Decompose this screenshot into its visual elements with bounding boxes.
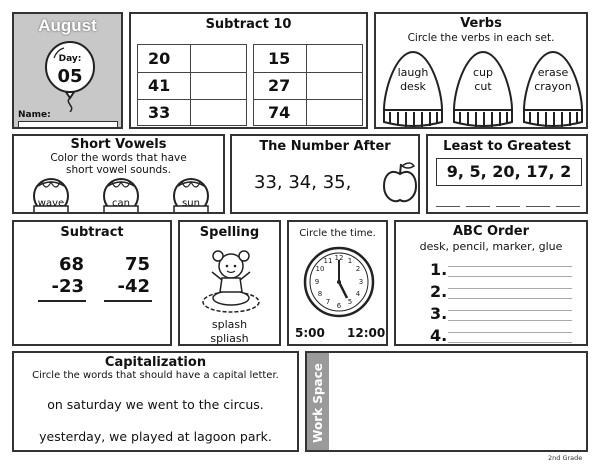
- spelling-panel: [178, 220, 281, 346]
- answer-line[interactable]: [556, 206, 580, 207]
- answer-cell[interactable]: [191, 45, 247, 72]
- least-greatest-title: Least to Greatest: [443, 139, 571, 154]
- problem-top: 68: [58, 254, 84, 275]
- capitalization-panel: [12, 351, 299, 452]
- capitalization-instruction: Circle the words that should have a capital letter.: [32, 370, 279, 381]
- verbs-instruction: Circle the verbs in each set.: [407, 32, 555, 44]
- name-field[interactable]: [18, 121, 118, 129]
- svg-text:8: 8: [317, 290, 323, 298]
- subtract-10-left-0: 20: [148, 49, 171, 68]
- number-after-title: The Number After: [259, 139, 391, 154]
- line-number: 1.: [430, 260, 448, 279]
- subtract-10-right-2: 74: [268, 103, 291, 122]
- answer-line[interactable]: [104, 300, 152, 302]
- line-number: 4.: [430, 326, 448, 345]
- subtract-10-panel: [129, 12, 368, 129]
- answer-blank[interactable]: [352, 172, 380, 196]
- verb-word[interactable]: crayon: [534, 80, 572, 93]
- subtract-10-left-2: 33: [148, 103, 171, 122]
- sentence[interactable]: yesterday, we played at lagoon park.: [39, 429, 272, 444]
- month-title: August: [38, 16, 97, 35]
- verb-word[interactable]: laugh: [397, 66, 429, 79]
- time-option[interactable]: 5:00: [295, 326, 325, 340]
- work-space-panel[interactable]: [305, 351, 588, 452]
- vowel-word[interactable]: can: [112, 198, 130, 209]
- writing-line[interactable]: [448, 288, 572, 289]
- subtract-10-left-1: 41: [148, 76, 171, 95]
- subtract-10-title: Subtract 10: [205, 17, 292, 32]
- verbs-title: Verbs: [460, 16, 502, 31]
- work-space-label: Work Space: [311, 363, 325, 443]
- time-title: Circle the time.: [299, 228, 376, 239]
- subtract-10-right-0: 15: [268, 49, 291, 68]
- writing-line[interactable]: [448, 298, 572, 299]
- svg-text:5: 5: [347, 298, 353, 306]
- verb-word[interactable]: desk: [400, 80, 426, 93]
- svg-text:6: 6: [336, 302, 342, 310]
- writing-line[interactable]: [448, 310, 572, 311]
- number-list: 9, 5, 20, 17, 2: [446, 162, 572, 181]
- abc-words: desk, pencil, marker, glue: [419, 240, 563, 253]
- problem-bottom: -42: [117, 276, 150, 297]
- verb-word[interactable]: erase: [537, 66, 569, 79]
- name-label: Name:: [18, 110, 51, 120]
- spelling-word[interactable]: splash: [211, 318, 248, 331]
- abc-order-title: ABC Order: [452, 224, 530, 239]
- svg-text:7: 7: [325, 298, 331, 306]
- grade-label: 2nd Grade: [548, 454, 583, 462]
- problem-bottom: -23: [51, 276, 84, 297]
- subtract-10-right-1: 27: [268, 76, 291, 95]
- writing-line[interactable]: [448, 266, 572, 267]
- writing-line[interactable]: [448, 276, 572, 277]
- answer-line[interactable]: [466, 206, 490, 207]
- day-label: Day:: [58, 54, 82, 64]
- sentence[interactable]: on saturday we went to the circus.: [47, 397, 264, 412]
- svg-text:11: 11: [323, 257, 333, 265]
- writing-line[interactable]: [448, 320, 572, 321]
- writing-line[interactable]: [448, 342, 572, 343]
- line-number: 3.: [430, 304, 448, 323]
- time-panel: [287, 220, 388, 346]
- subtract-title: Subtract: [60, 225, 124, 240]
- verb-word[interactable]: cup: [472, 66, 493, 79]
- writing-line[interactable]: [448, 332, 572, 333]
- line-number: 2.: [430, 282, 448, 301]
- least-greatest-panel: [426, 134, 588, 214]
- verb-word[interactable]: cut: [474, 80, 492, 93]
- spelling-title: Spelling: [199, 225, 260, 240]
- answer-line[interactable]: [436, 206, 460, 207]
- work-space-tab: [307, 353, 329, 450]
- verbs-panel: [374, 12, 588, 129]
- apple-icon: [382, 160, 418, 204]
- svg-text:12: 12: [334, 254, 344, 262]
- time-option[interactable]: 12:00: [347, 326, 386, 340]
- spelling-word[interactable]: spliash: [210, 332, 249, 345]
- number-sequence: 33, 34, 35,: [254, 172, 352, 193]
- short-vowels-instruction: Color the words that have short vowel sounds.: [50, 152, 187, 176]
- vowel-word[interactable]: wave: [37, 198, 65, 209]
- subtract-10-table-left: [137, 44, 247, 126]
- short-vowels-panel: [12, 134, 225, 214]
- date-panel: [12, 12, 123, 129]
- day-value: 05: [57, 66, 83, 87]
- subtract-10-table-right: [253, 44, 363, 126]
- svg-text:4: 4: [355, 290, 361, 298]
- svg-text:3: 3: [358, 278, 364, 286]
- capitalization-title: Capitalization: [104, 355, 207, 370]
- problem-top: 75: [124, 254, 150, 275]
- answer-line[interactable]: [38, 300, 86, 302]
- number-after-panel: [230, 134, 420, 214]
- answer-line[interactable]: [526, 206, 550, 207]
- clock-icon: [303, 246, 375, 318]
- svg-text:10: 10: [315, 265, 325, 273]
- pool-girl-icon: [200, 244, 262, 314]
- svg-text:2: 2: [355, 265, 361, 273]
- subtract-panel: [12, 220, 172, 346]
- svg-text:1: 1: [347, 257, 353, 265]
- vowel-word[interactable]: sun: [182, 198, 200, 209]
- svg-text:9: 9: [314, 278, 320, 286]
- short-vowels-title: Short Vowels: [70, 137, 167, 152]
- answer-line[interactable]: [496, 206, 520, 207]
- abc-order-panel: [394, 220, 588, 346]
